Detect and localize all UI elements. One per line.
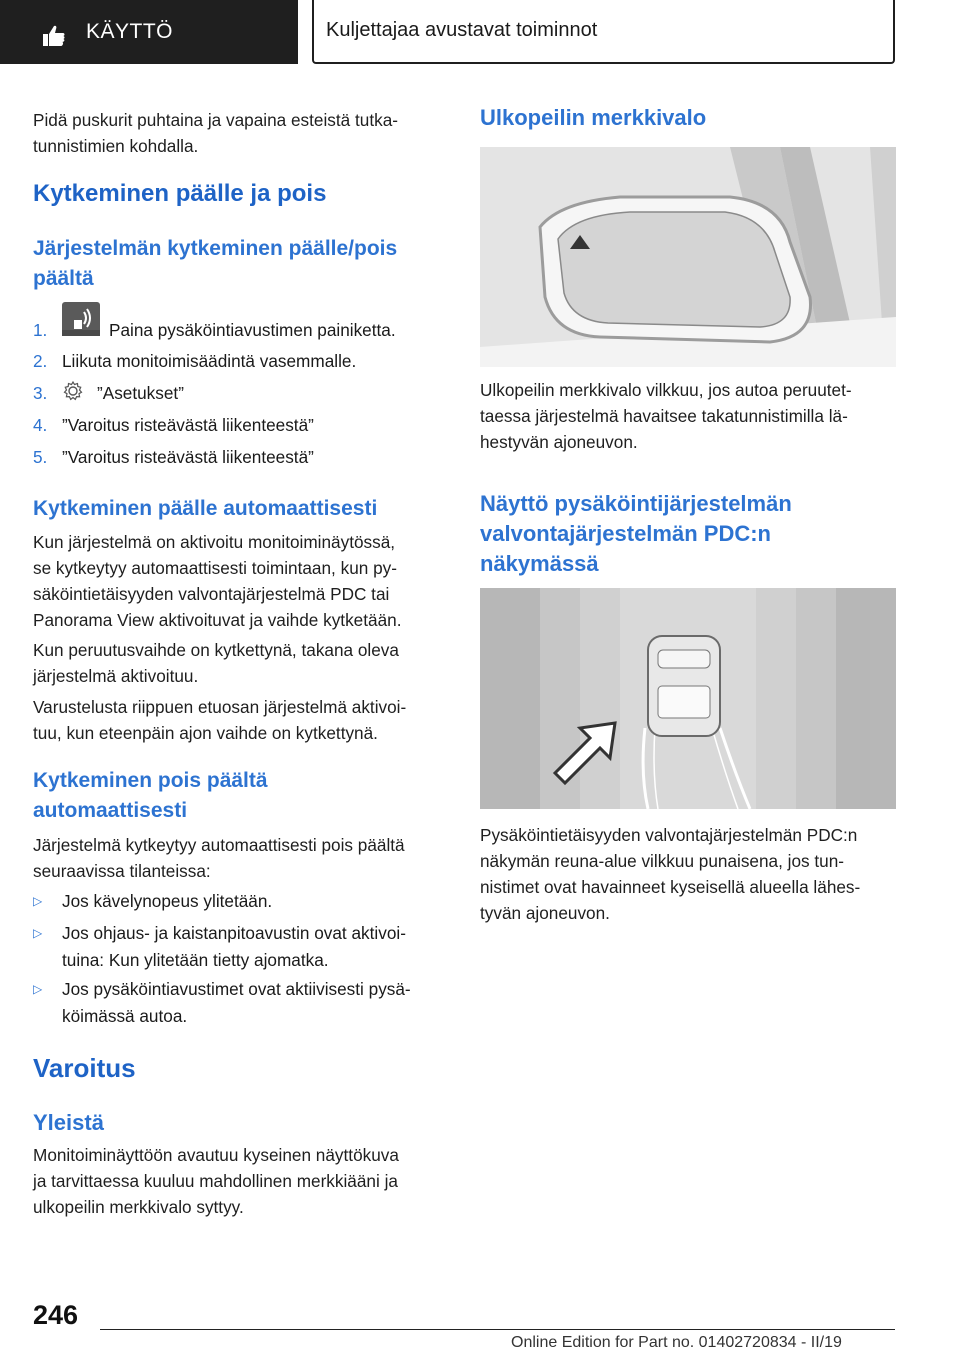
bullet-text: Jos kävelynopeus ylitetään. — [62, 891, 273, 911]
heading-system-on-off: Järjestelmän kytkeminen päälle/pois päältä — [33, 237, 398, 290]
heading-auto-on: Kytkeminen päälle automaattisesti — [33, 497, 378, 520]
hand-icon — [40, 24, 66, 48]
step-number: 4. — [33, 415, 48, 435]
header-section-tab — [0, 0, 298, 64]
step-text: ”Varoitus risteävästä liikenteestä” — [62, 415, 314, 435]
auto-on-paragraph-3: Varustelusta riippuen etuosan järjestelmä aktivoi- tuu, kun eteenpäin ajon vaihde on kytkettynä. — [33, 697, 407, 743]
auto-on-paragraph-2: Kun peruutusvaihde on kytkettynä, takana oleva järjestelmä aktivoituu. — [33, 640, 399, 686]
chapter-title: Kuljettajaa avustavat toiminnot — [326, 19, 598, 41]
step-number: 2. — [33, 351, 48, 371]
heading-general: Yleistä — [33, 1110, 104, 1135]
step-number: 5. — [33, 447, 48, 467]
heading-switch-on-off: Kytkeminen päälle ja pois — [33, 180, 327, 207]
mirror-paragraph: Ulkopeilin merkkivalo vilkkuu, jos autoa peruutet- taessa järjestelmä havaitsee takatunnistimilla lä- hestyvän ajoneuvon. — [480, 380, 852, 452]
step-text: Liikuta monitoimisäädintä vasemmalle. — [62, 351, 357, 371]
triangle-right-icon: ▷ — [33, 894, 43, 908]
parking-assist-button-icon — [62, 302, 100, 336]
step-number: 1. — [33, 320, 48, 340]
display-paragraph: Pysäköintietäisyyden valvontajärjestelmän PDC:n näkymän reuna-alue vilkkuu punaisena, jos tun- nistimet ovat havainneet kyseisellä alueella lähes- tyvän ajoneuvon. — [480, 825, 861, 923]
general-paragraph: Monitoiminäyttöön avautuu kyseinen näyttökuva ja tarvittaessa kuuluu mahdollinen merkkiääni ja ulkopeilin merkkivalo syttyy. — [33, 1145, 399, 1217]
triangle-right-icon: ▷ — [33, 982, 43, 996]
intro-paragraph: Pidä puskurit puhtaina ja vapaina esteistä tutka- tunnistimien kohdalla. — [33, 110, 398, 156]
pdc-view-image — [480, 588, 896, 809]
heading-warning: Varoitus — [33, 1053, 136, 1083]
section-title: KÄYTTÖ — [86, 20, 174, 43]
triangle-right-icon: ▷ — [33, 926, 43, 940]
step-text: ”Varoitus risteävästä liikenteestä” — [62, 447, 314, 467]
gear-icon — [62, 380, 84, 402]
auto-off-paragraph: Järjestelmä kytkeytyy automaattisesti pois päältä seuraavissa tilanteissa: — [33, 835, 405, 881]
heading-auto-off: Kytkeminen pois päältä automaattisesti — [33, 769, 268, 822]
page-number: 246 — [33, 1300, 79, 1330]
header-chapter-tab — [312, 0, 895, 64]
auto-on-paragraph-1: Kun järjestelmä on aktivoitu monitoiminäytössä, se kytkeytyy automaattisesti toimintaan, kun py- säköintietäisyyden valvontajärjestelmä PDC tai Panorama View aktivoituvat ja vaihde kytketään. — [33, 532, 402, 630]
footer-divider — [100, 1329, 895, 1330]
edition-note: Online Edition for Part no. 01402720834 - II/19 — [511, 1334, 842, 1351]
heading-display: Näyttö pysäköintijärjestelmän valvontajärjestelmän PDC:n näkymässä — [480, 491, 792, 576]
side-mirror-image — [480, 147, 896, 367]
step-text: Paina pysäköintiavustimen painiketta. — [109, 320, 396, 340]
bullet-text: Jos ohjaus- ja kaistanpitoavustin ovat aktivoi- tuina: Kun ylitetään tietty ajomatka. — [62, 923, 406, 970]
step-number: 3. — [33, 383, 48, 403]
bullet-text: Jos pysäköintiavustimet ovat aktiivisesti pysä- köimässä autoa. — [62, 979, 411, 1026]
step-text: ”Asetukset” — [97, 383, 184, 403]
heading-mirror-light: Ulkopeilin merkkivalo — [480, 105, 707, 130]
